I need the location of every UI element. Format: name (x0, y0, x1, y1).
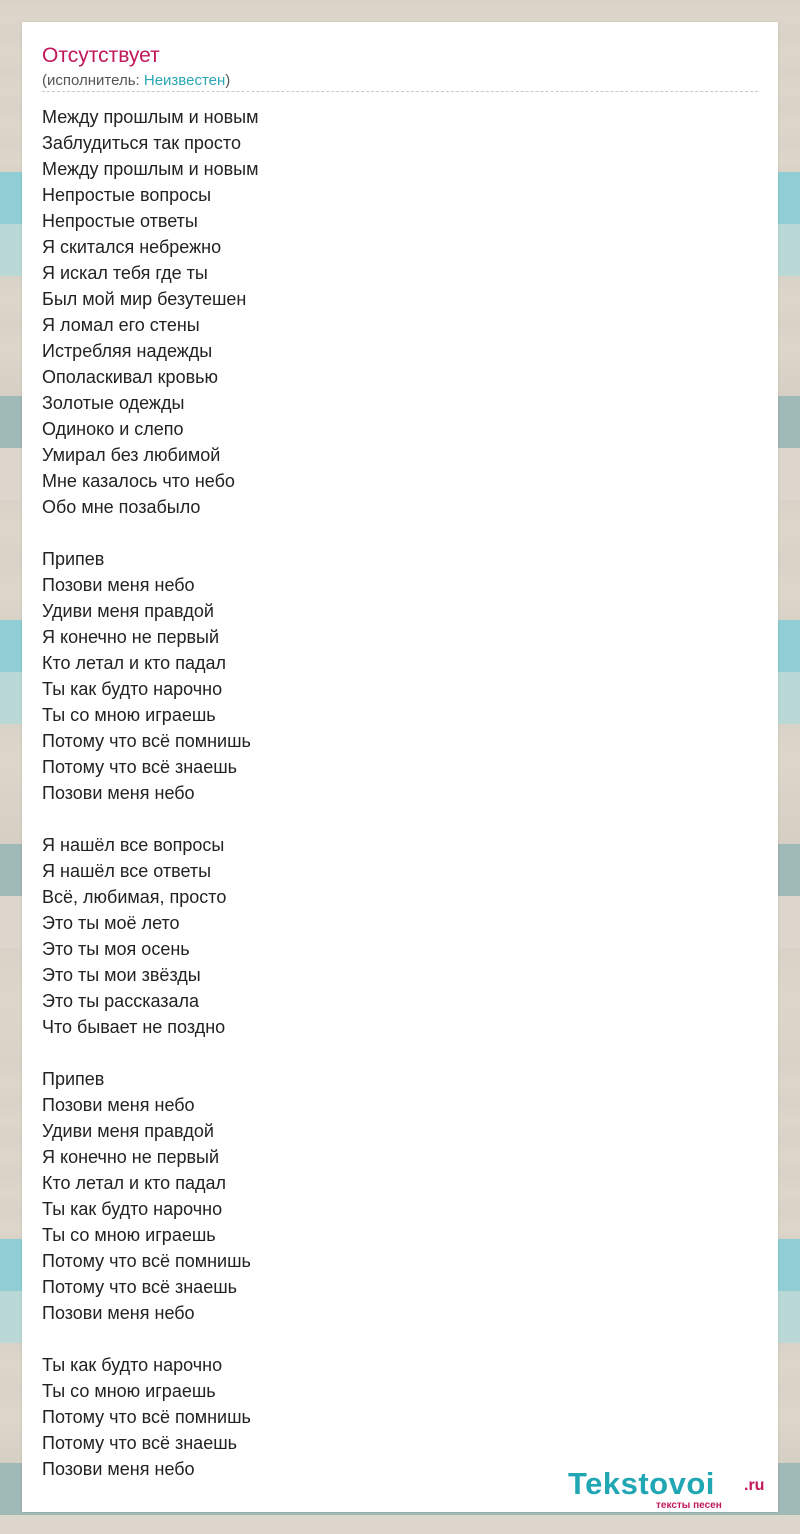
lyric-line: Позови меня небо (42, 1303, 195, 1323)
lyric-line: Я искал тебя где ты (42, 263, 208, 283)
lyric-line: Потому что всё помнишь (42, 1407, 251, 1427)
lyric-line: Я ломал его стены (42, 315, 200, 335)
lyric-line: Я нашёл все ответы (42, 861, 212, 881)
lyric-line: Что бывает не поздно (42, 1017, 226, 1037)
lyric-line: Ты со мною играешь (42, 1381, 216, 1401)
lyric-line: Это ты моя осень (42, 939, 190, 959)
lyric-blank-line (42, 520, 742, 546)
lyric-line: Позови меня небо (42, 783, 195, 803)
lyric-line: Удиви меня правдой (42, 601, 214, 621)
lyric-line: Припев (42, 549, 105, 569)
lyric-line: Кто летал и кто падал (42, 1173, 226, 1193)
lyric-line: Потому что всё знаешь (42, 1277, 238, 1297)
lyric-line: Между прошлым и новым (42, 107, 259, 127)
artist-link[interactable]: Неизвестен (143, 72, 226, 89)
lyric-line: Позови меня небо (42, 575, 195, 595)
lyric-line: Истребляя надежды (42, 341, 213, 361)
logo-tagline: тексты песен (656, 1500, 722, 1511)
lyrics-text (42, 104, 742, 1482)
lyric-line: Ты со мною играешь (42, 705, 216, 725)
lyric-line: Обо мне позабыло (42, 497, 201, 517)
lyric-line: Непростые вопросы (42, 185, 212, 205)
lyric-line: Между прошлым и новым (42, 159, 259, 179)
logo-tld: .ru (744, 1477, 765, 1494)
lyric-line: Позови меня небо (42, 1459, 195, 1479)
lyric-line: Я конечно не первый (42, 627, 220, 647)
artist-suffix: ) (225, 72, 231, 89)
lyric-line: Потому что всё знаешь (42, 757, 238, 777)
lyric-line: Это ты мои звёзды (42, 965, 201, 985)
lyrics-card (22, 22, 778, 1512)
lyric-line: Я скитался небрежно (42, 237, 222, 257)
lyric-line: Был мой мир безутешен (42, 289, 247, 309)
site-logo[interactable] (568, 1466, 778, 1512)
artist-line (42, 72, 758, 92)
lyric-line: Заблудиться так просто (42, 133, 241, 153)
lyric-blank-line (42, 1040, 742, 1066)
logo-word: Tekstovoi (568, 1466, 715, 1501)
lyric-line: Ты как будто нарочно (42, 1199, 223, 1219)
lyric-line: Удиви меня правдой (42, 1121, 214, 1141)
lyric-line: Золотые одежды (42, 393, 185, 413)
lyric-line: Ты как будто нарочно (42, 679, 223, 699)
lyric-line: Это ты моё лето (42, 913, 180, 933)
lyric-line: Ты со мною играешь (42, 1225, 216, 1245)
lyric-line: Позови меня небо (42, 1095, 195, 1115)
lyric-line: Припев (42, 1069, 105, 1089)
lyric-line: Потому что всё помнишь (42, 1251, 251, 1271)
lyric-line: Умирал без любимой (42, 445, 221, 465)
lyric-blank-line (42, 806, 742, 832)
lyric-line: Потому что всё знаешь (42, 1433, 238, 1453)
lyric-line: Кто летал и кто падал (42, 653, 226, 673)
song-title: Отсутствует (42, 44, 160, 67)
lyric-line: Потому что всё помнишь (42, 731, 251, 751)
lyric-line: Я нашёл все вопросы (42, 835, 225, 855)
lyric-line: Всё, любимая, просто (42, 887, 227, 907)
lyric-line: Это ты рассказала (42, 991, 200, 1011)
lyric-line: Одиноко и слепо (42, 419, 184, 439)
lyric-blank-line (42, 1326, 742, 1352)
lyric-line: Я конечно не первый (42, 1147, 220, 1167)
lyric-line: Ополаскивал кровью (42, 367, 219, 387)
lyric-line: Ты как будто нарочно (42, 1355, 223, 1375)
lyric-line: Непростые ответы (42, 211, 198, 231)
lyric-line: Мне казалось что небо (42, 471, 235, 491)
artist-prefix: (исполнитель: (42, 72, 144, 89)
